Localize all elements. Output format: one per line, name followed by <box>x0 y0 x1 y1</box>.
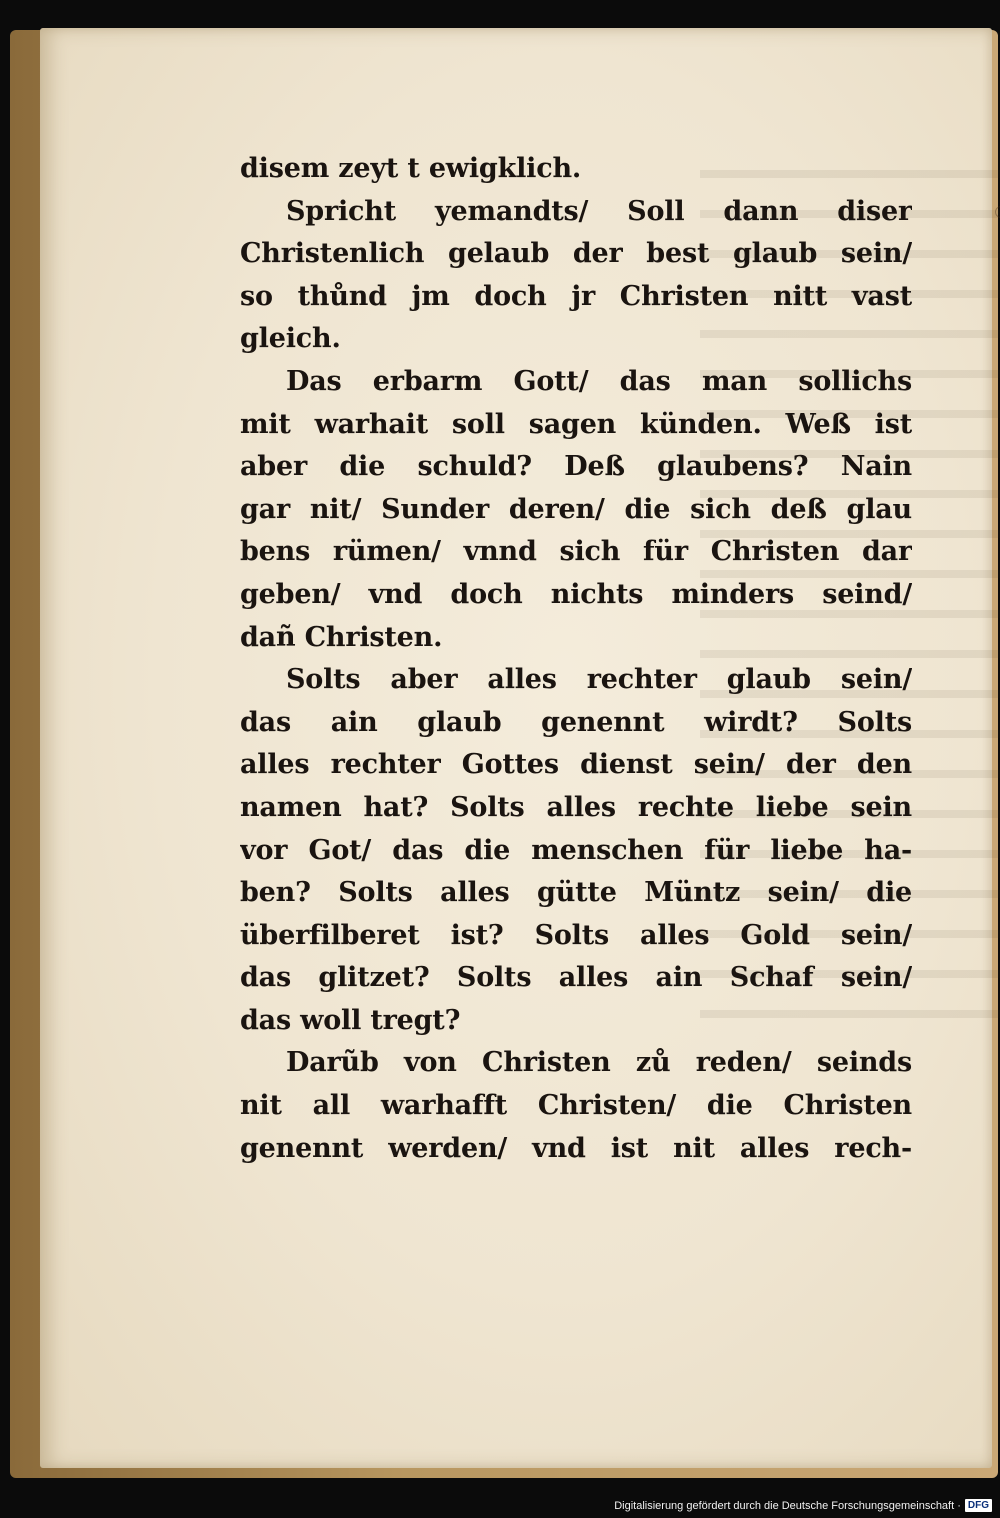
text-line: namen hat? Solts alles rechte liebe sein <box>240 791 912 823</box>
blackletter-text-block <box>240 148 912 1170</box>
text-line: gar nit/ Sunder deren/ die sich deß glau <box>240 493 912 525</box>
text-line: gleich. <box>240 323 341 355</box>
text-line: genennt werden/ vnd ist nit alles rech- <box>240 1132 912 1164</box>
text-line: mit warhait soll sagen künden. Weß ist <box>240 408 912 440</box>
text-line: Das erbarm Gott/ das man sollichs <box>286 365 912 397</box>
text-line: disem zeyt t ewigklich. <box>240 153 582 184</box>
text-line: vor Got/ das die menschen für liebe ha- <box>240 834 912 866</box>
text-line: Darũb von Christen zů reden/ seinds <box>286 1047 912 1079</box>
text-line: ben? Solts alles gütte Müntz sein/ die <box>240 877 912 909</box>
text-line: das ain glaub genennt wirdt? Solts <box>240 706 912 738</box>
text-line: so thůnd jm doch jr Christen nitt vast <box>240 280 912 312</box>
text-line: Spricht yemandts/ Soll dann diser <box>286 195 912 227</box>
text-line: alles rechter Gottes dienst sein/ der den <box>240 749 912 781</box>
text-line: das woll tregt? <box>240 1004 461 1036</box>
page-corner-mark <box>995 206 1000 218</box>
text-line: nit all warhafft Christen/ die Christen <box>240 1090 912 1122</box>
text-line: bens rümen/ vnnd sich für Christen dar <box>240 536 912 568</box>
dfg-logo: DFG <box>965 1499 992 1512</box>
text-line: Solts aber alles rechter glaub sein/ <box>286 664 912 696</box>
text-line: das glitzet? Solts alles ain Schaf sein/ <box>240 962 912 994</box>
text-line: dañ Christen. <box>240 621 443 653</box>
text-line: geben/ vnd doch nichts minders seind/ <box>240 578 912 610</box>
text-line: Christenlich gelaub der best glaub sein/ <box>240 238 912 270</box>
credit-text: Digitalisierung gefördert durch die Deutsche Forschungsgemeinschaft · <box>614 1499 961 1512</box>
text-line: aber die schuld? Deß glaubens? Nain <box>240 451 912 483</box>
text-line: überfilberet ist? Solts alles Gold sein/ <box>240 919 912 951</box>
digitization-credit <box>614 1499 992 1512</box>
